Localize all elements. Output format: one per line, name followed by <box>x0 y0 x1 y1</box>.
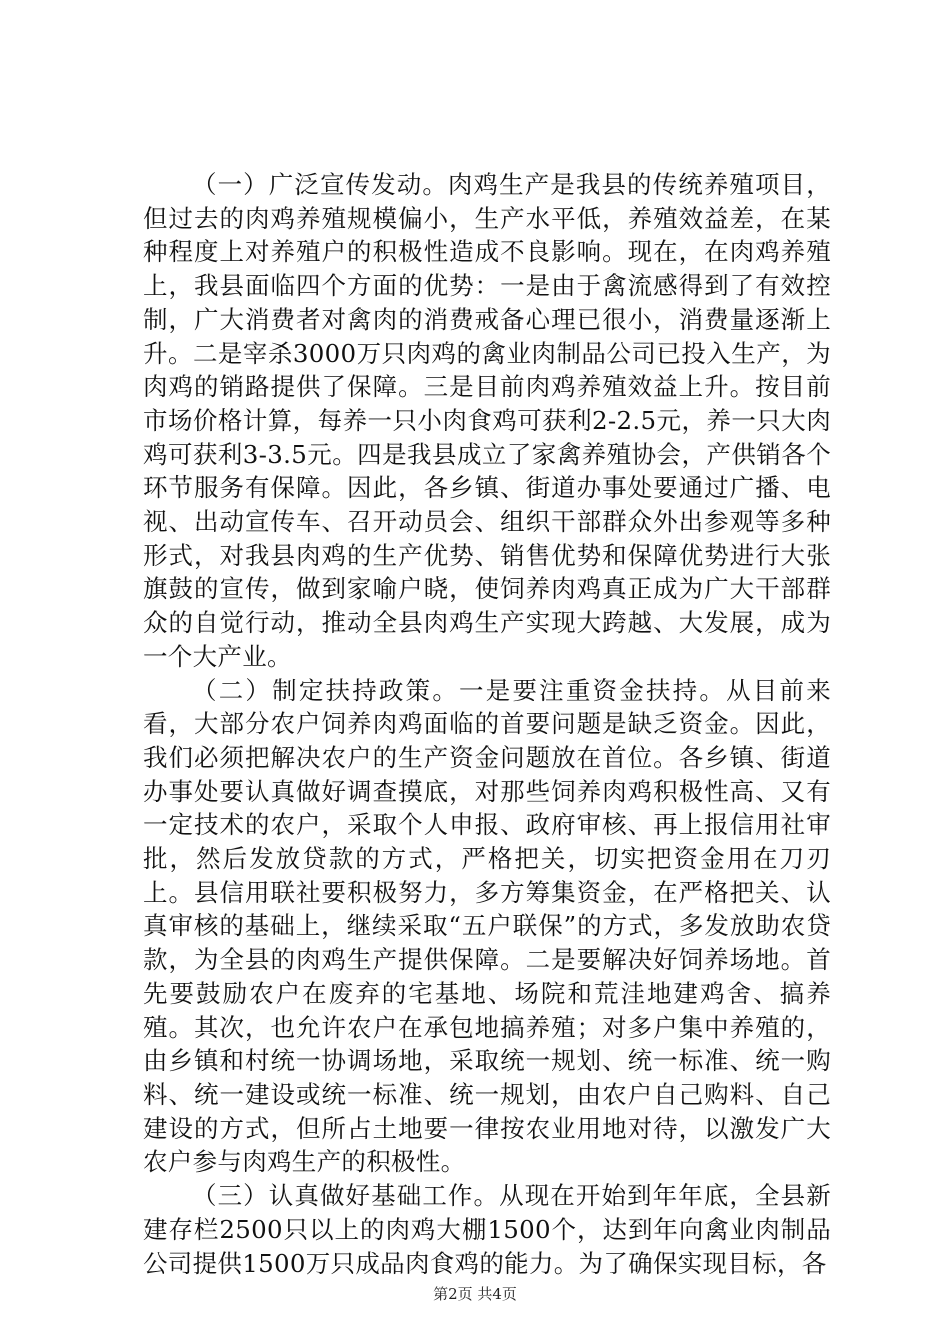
paragraph-3: （三）认真做好基础工作。从现在开始到年年底，全县新建存栏2500只以上的肉鸡大棚1500个，达到年向禽业肉制品公司提供1500万只成品肉食鸡的能力。为了确保实现目标，各 <box>143 1181 831 1278</box>
page-footer <box>0 1284 950 1304</box>
paragraph-1: （一）广泛宣传发动。肉鸡生产是我县的传统养殖项目，但过去的肉鸡养殖规模偏小，生产水平低，养殖效益差，在某种程度上对养殖户的积极性造成不良影响。现在，在肉鸡养殖上，我县面临四个方面的优势：一是由于禽流感得到了有效控制，广大消费者对禽肉的消费戒备心理已很小，消费量逐渐上升。二是宰杀3000万只肉鸡的禽业肉制品公司已投入生产，为肉鸡的销路提供了保障。三是目前肉鸡养殖效益上升。按目前市场价格计算，每养一只小肉食鸡可获利2-2.5元，养一只大肉鸡可获利3-3.5元。四是我县成立了家禽养殖协会，产供销各个环节服务有保障。因此，各乡镇、街道办事处要通过广播、电视、出动宣传车、召开动员会、组织干部群众外出参观等多种形式，对我县肉鸡的生产优势、销售优势和保障优势进行大张旗鼓的宣传，做到家喻户晓，使饲养肉鸡真正成为广大干部群众的自觉行动，推动全县肉鸡生产实现大跨越、大发展，成为一个大产业。 <box>143 170 831 671</box>
page-total: 共4页 <box>477 1285 517 1303</box>
page-number: 第2页 <box>433 1285 473 1303</box>
document-body <box>143 168 831 1280</box>
paragraph-2: （二）制定扶持政策。一是要注重资金扶持。从目前来看，大部分农户饲养肉鸡面临的首要问题是缺乏资金。因此，我们必须把解决农户的生产资金问题放在首位。各乡镇、街道办事处要认真做好调查摸底，对那些饲养肉鸡积极性高、又有一定技术的农户，采取个人申报、政府审核、再上报信用社审批，然后发放贷款的方式，严格把关，切实把资金用在刀刃上。县信用联社要积极努力，多方筹集资金，在严格把关、认真审核的基础上，继续采取“五户联保”的方式，多发放助农贷款，为全县的肉鸡生产提供保障。二是要解决好饲养场地。首先要鼓励农户在废弃的宅基地、场院和荒洼地建鸡舍、搞养殖。其次，也允许农户在承包地搞养殖；对多户集中养殖的，由乡镇和村统一协调场地，采取统一规划、统一标准、统一购料、统一建设或统一标准、统一规划，由农户自己购料、自己建设的方式，但所占土地要一律按农业用地对待，以激发广大农户参与肉鸡生产的积极性。 <box>143 675 831 1177</box>
